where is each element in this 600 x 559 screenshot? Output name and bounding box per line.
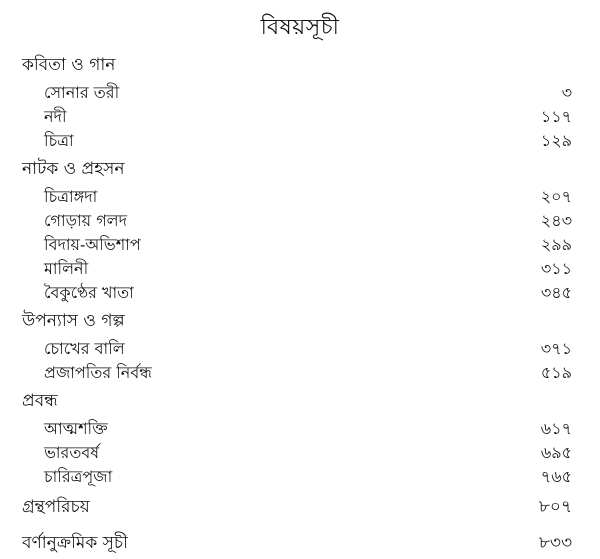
toc-entry-title: নদী <box>44 107 67 126</box>
toc-entry-page: ১১৭ <box>540 107 572 126</box>
toc-entry-title: বিদায়-অভিশাপ <box>44 235 141 254</box>
toc-entry-title: আত্মশক্তি <box>44 419 108 438</box>
toc-entry-title: চিত্রা <box>44 131 74 150</box>
toc-entry-page: ৬৯৫ <box>540 443 572 462</box>
toc-entry-bibliography[interactable] <box>22 494 572 516</box>
toc-entry[interactable] <box>44 208 572 230</box>
section-heading-drama: নাটক ও প্রহসন <box>22 159 125 179</box>
toc-entry-title: চিত্রাঙ্গদা <box>44 187 98 206</box>
toc-entry-title: বৈকুণ্ঠের খাতা <box>44 283 134 302</box>
toc-entry[interactable] <box>44 232 572 254</box>
toc-entry[interactable] <box>44 464 572 486</box>
toc-entry-page: ৫১৯ <box>540 363 572 382</box>
toc-entry-title: চারিত্রপূজা <box>44 467 113 486</box>
toc-entry[interactable] <box>44 104 572 126</box>
toc-entry-title: ভারতবর্ষ <box>44 443 100 462</box>
section-heading-essays: প্রবন্ধ <box>22 391 58 411</box>
toc-entry[interactable] <box>44 280 572 302</box>
toc-entry-page: ২৪৩ <box>540 211 572 230</box>
toc-entry-page: ২৯৯ <box>540 235 572 254</box>
toc-entry[interactable] <box>44 440 572 462</box>
toc-entry-page: ৭৬৫ <box>540 467 572 486</box>
toc-entry-title: মালিনী <box>44 259 89 278</box>
toc-entry-page: ৮৩৩ <box>538 533 572 553</box>
toc-entry[interactable] <box>44 256 572 278</box>
toc-entry-page: ৩৭১ <box>540 339 572 358</box>
toc-entry[interactable] <box>44 184 572 206</box>
toc-entry-title: গোড়ায় গলদ <box>44 211 128 230</box>
toc-entry-page: ২০৭ <box>540 187 572 206</box>
toc-entry-title: গ্রন্থপরিচয় <box>22 497 90 517</box>
toc-entry[interactable] <box>44 80 572 102</box>
toc-entry-page: ১২৯ <box>540 131 572 150</box>
toc-entry-title: সোনার তরী <box>44 83 120 102</box>
section-heading-fiction: উপন্যাস ও গল্প <box>22 311 125 331</box>
toc-entry[interactable] <box>44 416 572 438</box>
toc-entry-alphabetical-index[interactable] <box>22 530 572 552</box>
toc-entry[interactable] <box>44 336 572 358</box>
toc-entry-title: প্রজাপতির নির্বন্ধ <box>44 363 152 382</box>
toc-entry-page: ৬১৭ <box>540 419 572 438</box>
toc-entry-page: ৩৪৫ <box>540 283 572 302</box>
page-title: বিষয়সূচী <box>260 15 340 40</box>
section-heading-poetry: কবিতা ও গান <box>22 55 116 75</box>
toc-entry-page: ৩১১ <box>540 259 572 278</box>
toc-entry-page: ৮০৭ <box>538 497 572 517</box>
toc-entry-page: ৩ <box>561 83 572 102</box>
toc-entry[interactable] <box>44 128 572 150</box>
toc-entry-title: বর্ণানুক্রমিক সূচী <box>22 533 128 553</box>
toc-entry-title: চোখের বালি <box>44 339 125 358</box>
toc-entry[interactable] <box>44 360 572 382</box>
